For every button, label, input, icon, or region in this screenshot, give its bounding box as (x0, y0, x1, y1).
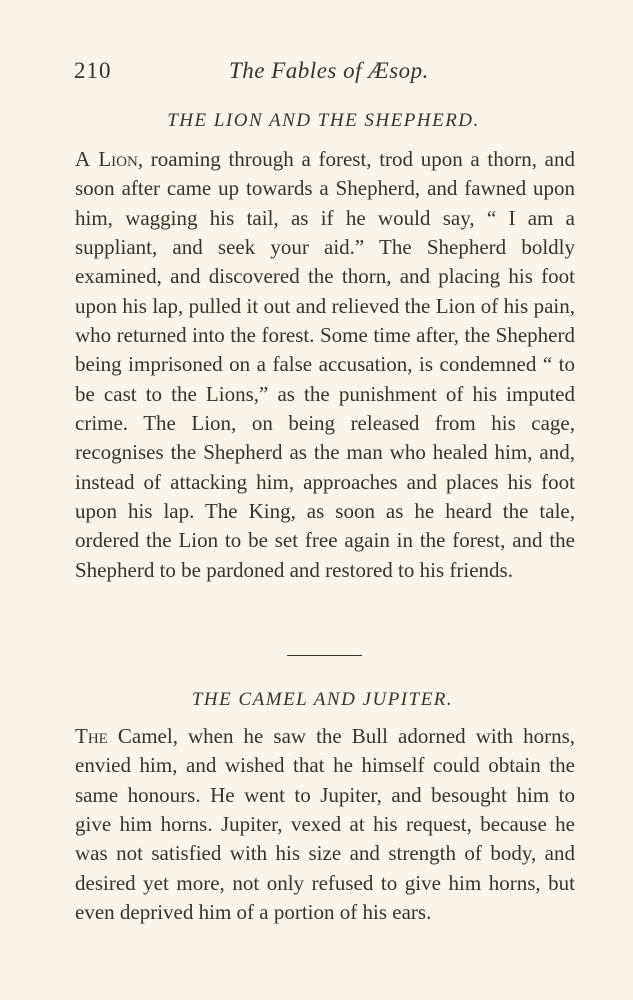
fable-title-lion-shepherd: THE LION AND THE SHEPHERD. (167, 110, 480, 131)
fable-text-lion-shepherd (75, 145, 575, 585)
fable-body: , roaming through a forest, trod upon a thorn, and soon after came up towards a Shepherd, and fawned upon him, wagging his tail, as if he would say, “ I am a suppliant, and seek your aid.” The Shepherd boldly examined, and discovered the thorn, and placing his foot upon his lap, pulled it out and relieved the Lion of his pain, who returned into the forest. Some time after, the Shepherd being imprisoned on a false accusation, is condemned “ to be cast to the Lions,” as the punishment of his imputed crime. The Lion, on being released from his cage, recognises the Shepherd as the man who healed him, and, instead of attacking him, approaches and places his foot upon his lap. The King, as soon as he heard the tale, ordered the Lion to be set free again in the forest, and the Shepherd to be pardoned and restored to his friends. (75, 147, 575, 582)
fable-text-camel-jupiter (75, 722, 575, 927)
page-number: 210 (74, 58, 112, 83)
lead-word: A (75, 147, 91, 171)
fable-title-camel-jupiter: THE CAMEL AND JUPITER. (191, 689, 454, 710)
lead-smallcaps: Lion (98, 147, 138, 171)
lead-smallcaps: The (75, 724, 108, 748)
running-head (74, 58, 574, 88)
book-title: The Fables of Æsop. (229, 58, 429, 83)
fable-body: Camel, when he saw the Bull adorned with horns, envied him, and wished that he himself could obtain the same honours. He went to Jupiter, and besought him to give him horns. Jupiter, vexed at his request, because he was not satisfied with his size and strength of body, and desired yet more, not only refused to give him horns, but even deprived him of a portion of his ears. (75, 724, 575, 925)
section-divider (287, 655, 362, 656)
